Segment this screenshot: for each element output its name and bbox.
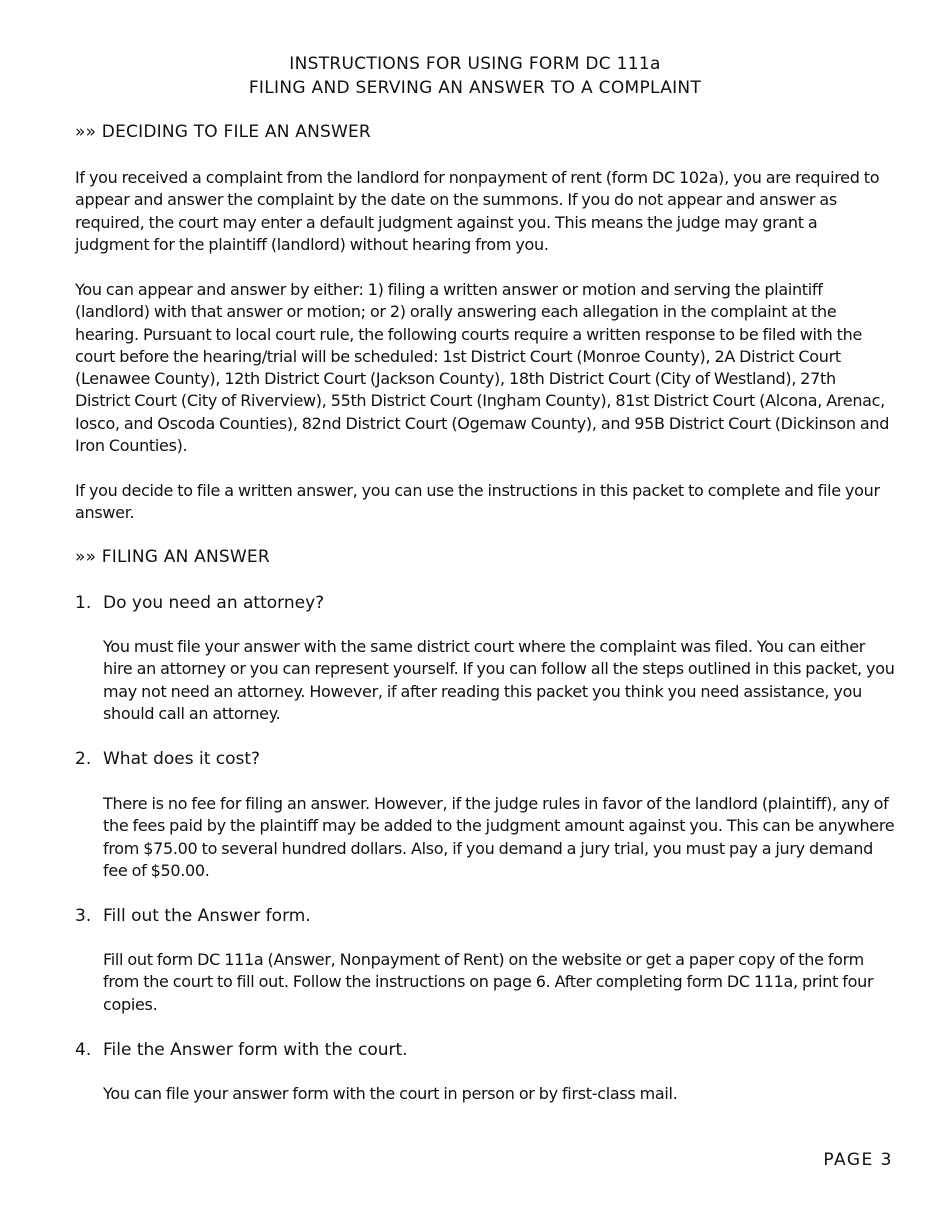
section-heading-filing: »» FILING AN ANSWER: [75, 547, 270, 567]
item-title: Fill out the Answer form.: [103, 906, 311, 926]
page-number: PAGE 3: [823, 1150, 893, 1170]
paragraph-answer-options: You can appear and answer by either: 1) filing a written answer or motion and serving the plaintiff (landlord) with that answer or motion; or 2) orally answering each allegation in the complaint at the hearing. Pursuant to local court rule, the following courts require a written response to be filed with the court before the hearing/trial will be scheduled: 1st District Court (Monroe County), 2A District Court (Lenawee County), 12th District Court (Jackson County), 18th District Court (City of Westland), 27th District Court (City of Riverview), 55th District Court (Ingham County), 81st District Court (Alcona, Arenac, Iosco, and Oscoda Counties), 82nd District Court (Ogemaw County), and 95B District Court (Dickinson and Iron Counties).: [75, 280, 890, 456]
item-title: File the Answer form with the court.: [103, 1040, 408, 1060]
item-body-fill-out: Fill out form DC 111a (Answer, Nonpayment of Rent) on the website or get a paper copy of the form from the court to fill out. Follow the instructions on page 6. After completing form DC 111a, print four copies.: [103, 950, 874, 1014]
paragraph-written-answer: If you decide to file a written answer, you can use the instructions in this packet to complete and file your answer.: [75, 481, 880, 523]
item-heading-file: [75, 1039, 408, 1061]
item-heading-fill-out: [75, 905, 311, 927]
item-body-attorney: You must file your answer with the same district court where the complaint was filed. You can either hire an attorney or you can represent yourself. If you can follow all the steps outlined in this packet, you may not need an attorney. However, if after reading this packet you think you need assistance, you should call an attorney.: [103, 637, 895, 723]
item-heading-attorney: [75, 592, 324, 614]
document-title-line-2: FILING AND SERVING AN ANSWER TO A COMPLAINT: [248, 78, 702, 98]
item-number: 3.: [75, 906, 92, 926]
section-heading-deciding: »» DECIDING TO FILE AN ANSWER: [75, 122, 371, 142]
item-body-file: You can file your answer form with the court in person or by first-class mail.: [103, 1084, 678, 1103]
item-number: 4.: [75, 1040, 92, 1060]
document-title-line-1: INSTRUCTIONS FOR USING FORM DC 111a: [289, 54, 661, 74]
item-title: What does it cost?: [103, 749, 261, 769]
item-number: 1.: [75, 593, 92, 613]
paragraph-complaint-received: If you received a complaint from the landlord for nonpayment of rent (form DC 102a), you are required to appear and answer the complaint by the date on the summons. If you do not appear and answer as required, the court may enter a default judgment against you. This means the judge may grant a judgment for the plaintiff (landlord) without hearing from you.: [75, 168, 880, 254]
item-number: 2.: [75, 749, 92, 769]
item-body-cost: There is no fee for filing an answer. However, if the judge rules in favor of the landlord (plaintiff), any of the fees paid by the plaintiff may be added to the judgment amount against you. This can be anywhere from $75.00 to several hundred dollars. Also, if you demand a jury trial, you must pay a jury demand fee of $50.00.: [103, 794, 895, 880]
item-heading-cost: [75, 748, 260, 770]
item-title: Do you need an attorney?: [103, 593, 325, 613]
